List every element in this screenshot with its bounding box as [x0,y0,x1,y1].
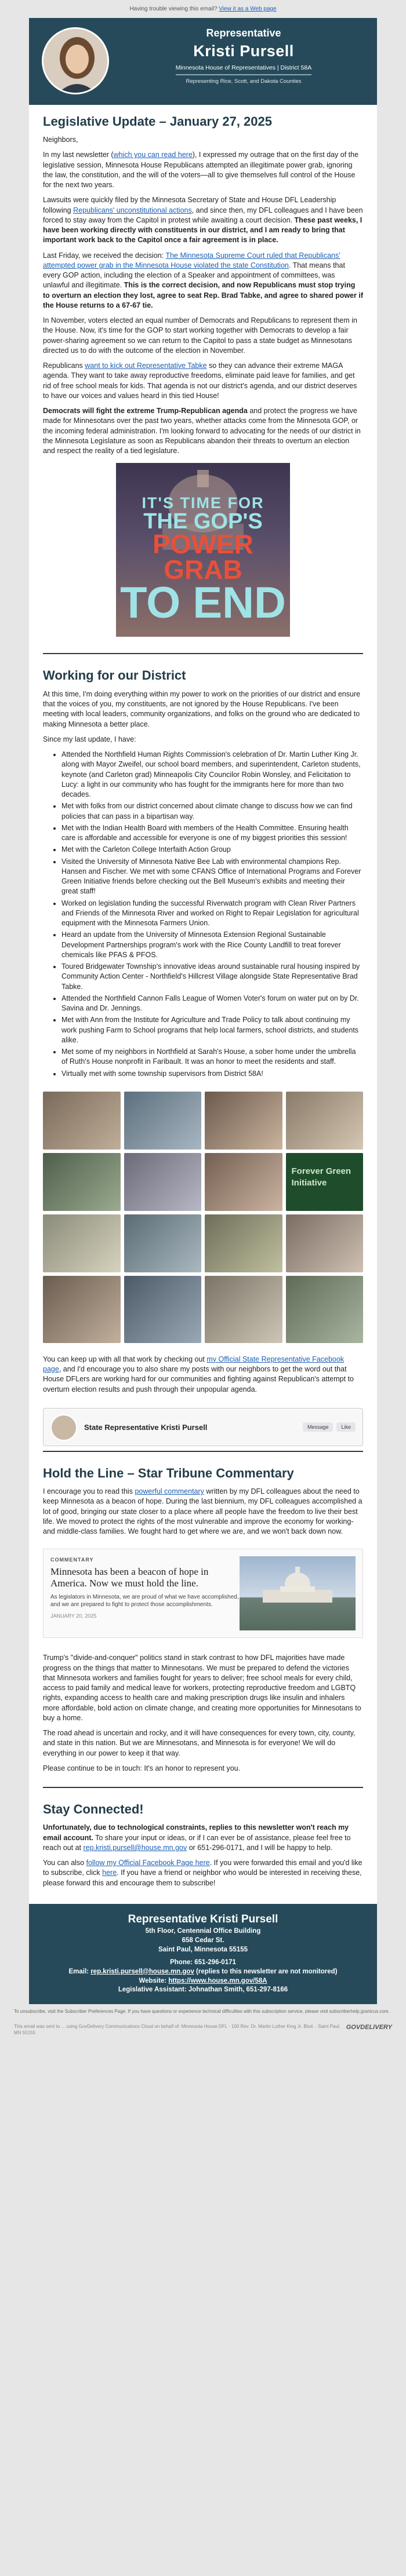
facebook-page-name: State Representative Kristi Pursell [84,1422,208,1432]
event-photo [43,1214,121,1272]
connected-p2 [43,1858,363,1888]
text: and protect the progress we have made for Minnesotans over the past two years, whether attacks come from the Minnesota GOP, or the incoming federal administration. I'm looking forward to advocating for the needs of our district in the Minnesota Legislature as soon as Republicans abandon their threats to overturn an election and respect the reality of a tied legislature. [43,407,361,455]
strib-date: JANUARY 20, 2025 [50,1613,97,1619]
text: Last Friday, we received the decision: [43,251,166,260]
govdelivery-footer [0,2023,406,2046]
facebook-page-link[interactable]: my Official State Representative Facebook page [43,1355,345,1374]
facebook-message-button[interactable]: Message [303,1422,334,1432]
commentary-p1 [43,1487,363,1537]
facebook-page-card[interactable] [43,1408,363,1446]
legislative-p5 [43,361,363,401]
capitol-photo [240,1556,356,1630]
header-name: Kristi Pursell [193,42,294,60]
graphic-line2: THE GOP'S [143,509,263,534]
event-photo [205,1153,282,1211]
text: In my last newsletter ( [43,151,114,159]
kick-out-tabke-link[interactable]: want to kick out Representative Tabke [85,362,207,370]
event-photo [124,1153,202,1211]
section-divider [43,1787,363,1788]
legislative-p4: In November, voters elected an equal number of Democrats and Republicans to represent them in the House. Now, it's time for the GOP to start working together with Democrats to develop a fair power-sharing agreement so we can return to the Capitol to pass a state budget as Minnesotans directed us to do with the outcome of the election in November. [43,316,357,355]
footer-email [43,1968,363,1977]
text: . If you have a friend or neighbor who would be interested in receiving these, please forward this and encourage them to subscribe! [43,1869,362,1887]
district-photo-grid [29,1088,377,1347]
graphic-text [116,494,290,628]
event-photo [286,1276,364,1343]
footer-phone: Phone: 651-296-0171 [170,1958,236,1966]
commentary-section [29,1457,377,1546]
event-photo [205,1092,282,1150]
email-link[interactable]: rep.kristi.pursell@house.mn.gov [83,1843,187,1852]
list-item: • Worked on legislation funding the successful Riverwatch program with Clean River Partners and Friends of the Minnesota River and worked on Right to Repair Legislation for agricultural equipment with the Minnesota Farmers Union. [61,899,363,929]
facebook-promo-section [29,1347,377,1403]
text: Website: [139,1977,169,1984]
commentary-p3: The road ahead is uncertain and rocky, and it will have consequences for every town, city, county, and state in this nation. But we are Minnesotans, and Minnesota is for everyone! We will do everything in our power to keep it that way. [43,1729,356,1757]
text: You can also [43,1859,86,1867]
text: Email: [68,1968,91,1975]
power-grab-graphic [116,463,290,637]
strib-title: Minnesota has been a beacon of hope in America. Now we must hold the line. [50,1566,209,1589]
star-tribune-card[interactable] [43,1549,363,1638]
header-subtitle: Representative [206,27,281,39]
footer-website-link[interactable]: https://www.house.mn.gov/58A [168,1977,267,1984]
list-item: • Met some of my neighbors in Northfield at Sarah's House, a sober home under the umbrella of Ruth's House nonprofit in Faribault. It was an honor to meet the residents and staff. [61,1047,363,1067]
district-section [29,659,377,1088]
list-item: • Attended the Northfield Cannon Falls League of Women Voter's forum on water put on by Dr. Savina and Dr. Jennings. [61,994,363,1014]
list-item: • Visited the University of Minnesota Native Bee Lab with environmental champions Rep. Hansen and Fischer. We met with some CFANS Office of International Programs and Forever Green Initiative friends before checking out the Bell Museum's exhibits and meeting their great staff! [61,857,363,897]
list-item: • Met with folks from our district concerned about climate change to discuss how we can find policies that can pass in a bipartisan way. [61,801,363,822]
bold-text: Democrats will fight the extreme Trump-Republican agenda [43,407,248,415]
legislative-p1 [43,150,363,190]
strib-label: COMMENTARY [50,1557,94,1563]
legislative-p2 [43,195,363,245]
text: (replies to this newsletter are not monitored) [194,1968,338,1975]
bold-text: Unfortunately, due to technological constraints, replies to this newsletter won't reach my email account. [43,1823,349,1842]
text: I encourage you to read this [43,1487,135,1496]
section-divider [43,1451,363,1452]
commentary-p2: Trump's "divide-and-conquer" politics stand in stark contrast to how DFL majorities have made progress on the things that matter to Minnesotans. We must be prepared to defend the victories that Minnesota workers and families fought for years to deliver; free school meals for every child, access to paid family and medical leave for workers, protecting reproductive freedom and LGBTQ rights, expanding access to health care and making prescription drugs like insulin and inhalers more affordable, bold action on climate change, and creating more opportunities for Minnesotans to buy a home. [43,1654,361,1722]
view-as-webpage-link[interactable]: View it as a Web page [219,6,277,12]
header-banner [29,18,377,105]
bold-text: This is the correct decision, and now Republicans must stop trying to overturn an election they lost, agree to seat Rep. Brad Tabke, and agree to shared power if the House returns to a 67-67 tie. [43,281,363,309]
list-item: • Met with the Carleton College Interfaith Action Group [61,845,363,855]
header-represents: Representing Rice, Scott, and Dakota Counties [186,78,302,85]
text: Republicans [43,362,85,370]
events-list [43,750,363,1079]
facebook-buttons [303,1422,356,1432]
header-text [122,26,365,86]
unsubscribe-notice: To unsubscribe, visit the Subscriber Preferences Page. If you have questions or experience technical difficulties with this subscription service, please visit subscriberhelp.granicus.com. [14,2009,390,2015]
legislative-p3 [43,251,363,311]
commentary-link[interactable]: powerful commentary [135,1487,204,1496]
last-newsletter-link[interactable]: which you can read here [113,151,193,159]
graphic-line1: IT'S TIME FOR [142,494,264,512]
text: so they can advance their extreme MAGA agenda. They want to take away reproductive freedoms, eliminate paid leave for families, and get rid of free school meals for kids. That agenda is not our district's agenda, and our district deserves to have our voices and values heard in this tied House! [43,362,357,400]
footer-website [43,1977,363,1986]
event-photo [286,1214,364,1272]
capitol-building-icon [240,1556,356,1630]
district-title: Working for our District [43,668,186,683]
supreme-court-ruling-link[interactable]: The Minnesota Supreme Court ruled that Republicans' attempted power grab in the Minnesota House violated the state Constitution [43,251,340,269]
footer-assistant: Legislative Assistant: Johnathan Smith, 651-297-8166 [118,1986,288,1994]
stay-connected-section [29,1793,377,1897]
district-p1: At this time, I'm doing everything within my power to work on the priorities of our district and ensure that the voices of you, my constituents, are not ignored by the House Republicans. I've been meeting with local leaders, community organizations, and folks on the ground who are dedicated to making Minnesota a better place. [43,689,361,728]
graphic-line4: TO END [120,578,286,628]
topbar-text: Having trouble viewing this email? [129,6,219,12]
text: . That means that every GOP action, including the election of a Speaker and appointment of committees, was unlawful and illegitimate. [43,261,345,290]
legislative-title: Legislative Update – January 27, 2025 [43,114,272,129]
text: To share your input or ideas, or if I can ever be of assistance, please feel free to reach out at [43,1833,351,1852]
event-photo [124,1276,202,1343]
govdelivery-logo: GOVDELIVERY [346,2023,392,2031]
commentary-p4: Please continue to be in touch: It's an honor to represent you. [43,1764,241,1772]
text: , and since then, my DFL colleagues and I have been forced to stay away from the Capitol in protest while awaiting a court decision. [43,206,363,224]
list-item: • Toured Bridgewater Township's innovative ideas around sustainable rural housing inspired by Community Action Center - Northfield's Hillcrest Village alongside State Representative Brad Tabke. [61,962,363,992]
unconstitutional-actions-link[interactable]: Republicans' unconstitutional actions [73,206,192,214]
event-photo [43,1276,121,1343]
facebook-like-button[interactable]: Like [336,1422,356,1432]
graphic-line3: POWER GRAB [153,528,253,585]
header-office: Minnesota House of Representatives | District 58A [176,64,311,75]
strib-dek: As legislators in Minnesota, we are proud of what we have accomplished, and we are prepared to fight to protect those accomplishments. [50,1593,239,1608]
district-p3 [43,1355,363,1395]
newsletter-container [29,18,377,2004]
list-item: • Met with the Indian Health Board with members of the Health Committee. Ensuring health care is affordable and accessible for everyone is one of my biggest priorities this session! [61,823,363,844]
commentary-body [29,1645,377,1782]
forever-green-photo: Forever Green Initiative [286,1153,364,1211]
text: Lawsuits were quickly filed by the Minnesota Secretary of State and House DFL Leadership following [43,196,336,214]
connected-title: Stay Connected! [43,1802,144,1817]
text: You can keep up with all that work by checking out [43,1355,207,1363]
footer-address1: 5th Floor, Centennial Office Building [145,1928,261,1935]
facebook-avatar [50,1414,77,1441]
district-p2: Since my last update, I have: [43,735,136,743]
text: ), I expressed my outrage that on the first day of the legislative session, Minnesota House Republicans attempted an illegitimate power grab, ignoring the law, the constitution, and the will of the voters—all to give themselves full control of the House for the next two years. [43,151,359,189]
footer-name: Representative Kristi Pursell [128,1913,278,1925]
follow-facebook-link[interactable]: follow my Official Facebook Page here [86,1859,210,1867]
text: . If you were forwarded this email and you'd like to subscribe, click [43,1859,362,1877]
topbar [0,0,406,18]
subscribe-link[interactable]: here [102,1869,117,1877]
text: , and I'd encourage you to also share my posts with our neighbors to get the word out that House DFLers are working hard for our communities and fighting against Republican's attempt to overturn election results and push through their unpopular agenda. [43,1365,354,1393]
event-photo [124,1214,202,1272]
footer-email-link[interactable]: rep.kristi.pursell@house.mn.gov [90,1968,194,1975]
text: or 651-296-0171, and I will be happy to help. [187,1843,333,1852]
list-item: • Heard an update from the University of Minnesota Extension Regional Sustainable Development Partnerships program's work with the Rice County Landfill to treat forever chemicals like PFAS & PFOS. [61,930,363,960]
contact-footer [29,1904,377,2004]
connected-p1 [43,1823,363,1853]
footer-address2: 658 Cedar St. [182,1937,224,1944]
legislative-update-section [29,105,377,649]
list-item: • Met with Ann from the Institute for Agriculture and Trade Policy to talk about continuing my work pushing Farm to School programs that help local farmers, school districts, and students alike. [61,1015,363,1045]
event-photo [286,1092,364,1150]
event-photo [205,1214,282,1272]
commentary-title: Hold the Line – Star Tribune Commentary [43,1465,294,1480]
list-item: • Attended the Northfield Human Rights Commission's celebration of Dr. Martin Luther King Jr. along with Mayor Zweifel, our school board members, and superintendent, Carleton students, keynote (and Carleton grad) Minneapolis City Councilor Robin Wonsley, and Felicitation to Lucy: a light in our community who has fought for the immigrants here for more than two decades. [61,750,363,800]
representative-portrait [42,27,109,94]
portrait-icon [44,29,109,94]
event-photo [124,1092,202,1150]
sent-notice: This email was sent to ... using GovDelivery Communications Cloud on behalf of: Minnesota House DFL · 100 Rev. Dr. Martin Luther King Jr. Blvd. · Saint Paul, MN 55155 [14,2023,340,2035]
legislative-p6 [43,406,363,456]
section-divider [43,653,363,654]
list-item: • Virtually met with some township supervisors from District 58A! [61,1069,363,1079]
event-photo [43,1153,121,1211]
event-photo [205,1276,282,1343]
greeting: Neighbors, [43,136,78,144]
footer-address3: Saint Paul, Minnesota 55155 [158,1946,248,1953]
bold-text: These past weeks, I have been working directly with constituents in our district, and I am ready to bring that important work back to the Capitol once a fair agreement is in place. [43,216,362,245]
event-photo [43,1092,121,1150]
text: written by my DFL colleagues about the need to keep Minnesota as a beacon of hope. During the last biennium, my DFL colleagues accomplished a lot of good, bringing our state closer to a place where all people have the freedom to live their best life. We moved to protect the rights of the most vulnerable and improve the economy for working- and middle-class families. We fought hard to get where we are, and we won't back down now. [43,1487,362,1536]
